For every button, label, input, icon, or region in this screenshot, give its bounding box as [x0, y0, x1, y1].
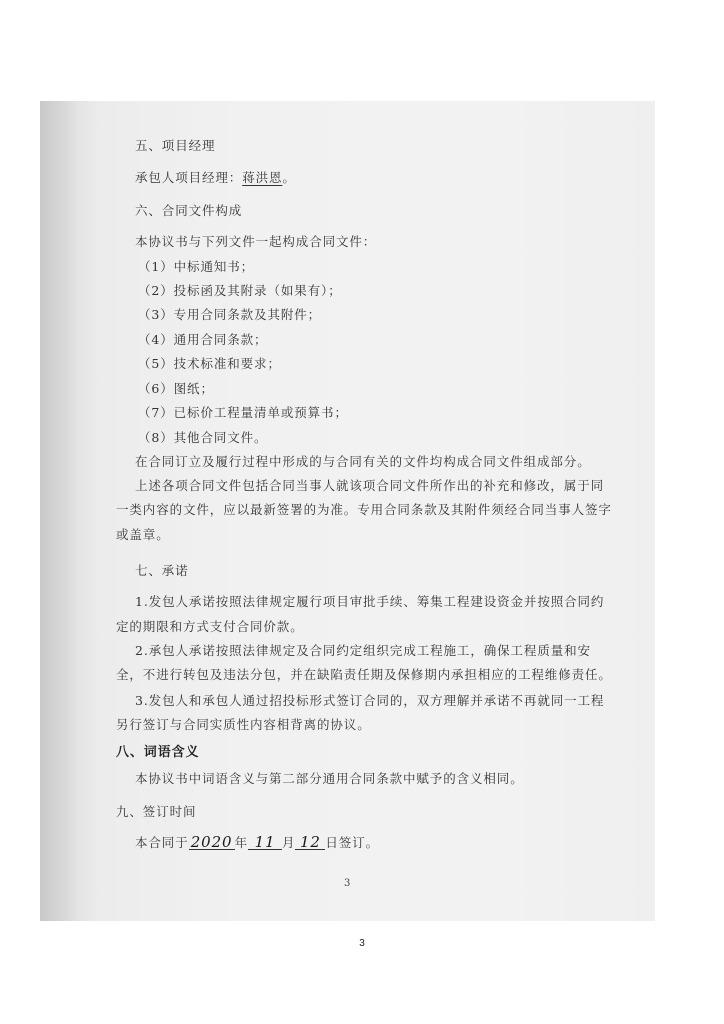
commitment-3-line-1: 3.发包人和承包人通过招投标形式签订合同的，双方理解并承诺不再就同一工程 [135, 693, 605, 708]
heading-contract-documents: 六、合同文件构成 [135, 203, 243, 218]
project-manager-label: 承包人项目经理： [135, 170, 243, 185]
document-item-1: （1）中标通知书； [138, 259, 255, 274]
heading-term-meanings: 八、词语含义 [116, 745, 200, 760]
year-suffix: 年 [234, 835, 249, 850]
documents-intro: 本协议书与下列文件一起构成合同文件： [135, 234, 377, 249]
page-number: 3 [359, 938, 365, 949]
documents-paragraph-1: 在合同订立及履行过程中形成的与合同有关的文件均构成合同文件组成部分。 [135, 454, 591, 469]
project-manager-name: 蒋洪恩 [242, 170, 283, 185]
document-item-7: （7）已标价工程量清单或预算书； [138, 405, 348, 420]
signing-year-handwritten: 2020 [189, 835, 235, 850]
signing-date-line [135, 835, 379, 851]
heading-project-manager: 五、项目经理 [135, 138, 216, 153]
document-item-3: （3）专用合同条款及其附件； [138, 307, 322, 322]
document-item-8: （8）其他合同文件。 [138, 430, 268, 445]
document-item-6: （6）图纸； [138, 381, 214, 396]
signing-month-handwritten: 11 [248, 835, 282, 850]
documents-paragraph-2-line-2: 一类内容的文件，应以最新签署的为准。专用合同条款及其附件须经合同当事人签字 [116, 502, 612, 517]
document-item-2: （2）投标函及其附录（如果有）； [138, 283, 342, 298]
project-manager-line [135, 170, 296, 186]
contract-text [40, 101, 655, 921]
period: 。 [282, 170, 296, 185]
document-photo [40, 101, 655, 921]
signing-date-suffix: 日签订。 [325, 835, 380, 850]
signing-day-handwritten: 12 [295, 835, 325, 850]
commitment-2-line-1: 2.承包人承诺按照法律规定及合同约定组织完成工程施工，确保工程质量和安 [135, 643, 591, 658]
term-meanings-paragraph: 本协议书中词语含义与第二部分通用合同条款中赋予的含义相同。 [135, 771, 524, 786]
document-item-4: （4）通用合同条款； [138, 332, 268, 347]
documents-paragraph-2-line-3: 或盖章。 [116, 527, 170, 542]
signing-date-prefix: 本合同于 [135, 835, 189, 850]
commitment-3-line-2: 另行签订与合同实质性内容相背离的协议。 [116, 717, 371, 732]
photo-page-number: 3 [344, 878, 351, 889]
commitment-2-line-2: 全，不进行转包及违法分包，并在缺陷责任期及保修期内承担相应的工程维修责任。 [116, 667, 612, 682]
document-item-5: （5）技术标准和要求； [138, 356, 281, 371]
heading-commitments: 七、承诺 [135, 563, 189, 578]
heading-signing-date: 九、签订时间 [116, 804, 197, 819]
commitment-1-line-2: 定的期限和方式支付合同价款。 [116, 619, 304, 634]
month-suffix: 月 [282, 835, 296, 850]
commitment-1-line-1: 1.发包人承诺按照法律规定履行项目审批手续、筹集工程建设资金并按照合同约 [135, 594, 605, 609]
documents-paragraph-2-line-1: 上述各项合同文件包括合同当事人就该项合同文件所作出的补充和修改，属于同 [135, 478, 605, 493]
